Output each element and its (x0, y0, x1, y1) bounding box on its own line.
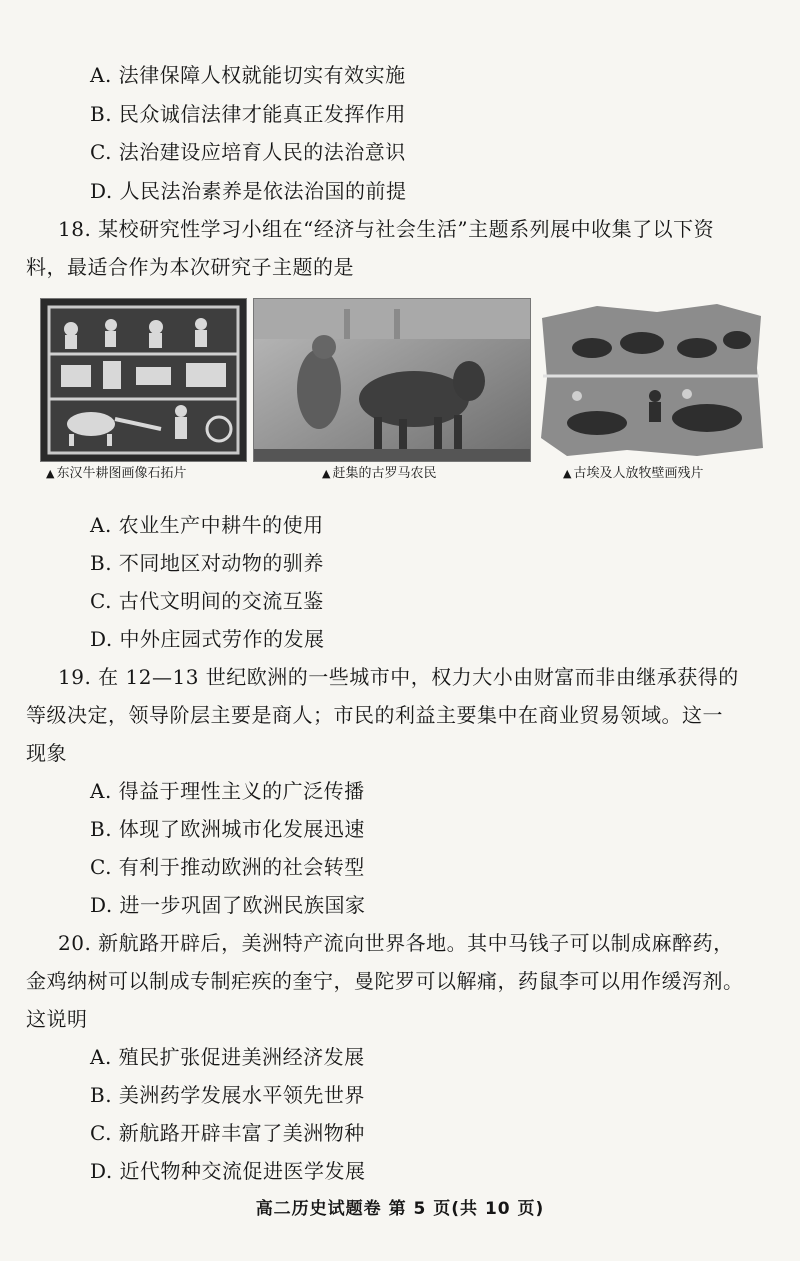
q17-option-d: D. 人民法治素养是依法治国的前提 (90, 179, 407, 203)
q18-option-d: D. 中外庄园式劳作的发展 (90, 627, 325, 651)
q19-option-c: C. 有利于推动欧洲的社会转型 (90, 855, 365, 879)
mural-image (537, 298, 765, 460)
q17-option-a: A. 法律保障人权就能切实有效实施 (90, 63, 406, 87)
caption-text: 东汉牛耕图画像石拓片 (56, 466, 187, 481)
q18-option-c: C. 古代文明间的交流互鉴 (90, 589, 324, 613)
q19-stem-line-1: 19. 在 12—13 世纪欧洲的一些城市中，权力大小由财富而非由继承获得的 (58, 665, 739, 689)
caption-marker-icon: ▲ (46, 467, 55, 480)
caption-marker-icon: ▲ (322, 467, 331, 480)
page-footer: 高二历史试题卷 第 5 页(共 10 页) (255, 1199, 545, 1219)
q19-stem-line-2: 等级决定，领导阶层主要是商人；市民的利益主要集中在商业贸易领域。这一 (26, 703, 723, 727)
q20-option-a: A. 殖民扩张促进美洲经济发展 (90, 1045, 365, 1069)
q18-stem-line-2: 料，最适合作为本次研究子主题的是 (26, 255, 354, 279)
relief-image (253, 298, 531, 462)
q20-stem-line-2: 金鸡纳树可以制成专制疟疾的奎宁，曼陀罗可以解痛，药鼠李可以用作缓泻剂。 (26, 969, 744, 993)
q20-stem-line-3: 这说明 (26, 1007, 88, 1031)
q18-stem-line-1: 18. 某校研究性学习小组在“经济与社会生活”主题系列展中收集了以下资 (58, 217, 715, 241)
caption-text: 赶集的古罗马农民 (332, 466, 437, 481)
q20-stem-line-1: 20. 新航路开辟后，美洲特产流向世界各地。其中马钱子可以制成麻醉药， (58, 931, 734, 955)
rubbing-image (40, 298, 247, 462)
q20-option-b: B. 美洲药学发展水平领先世界 (90, 1083, 365, 1107)
q20-option-c: C. 新航路开辟丰富了美洲物种 (90, 1121, 365, 1145)
q19-stem-line-3: 现象 (26, 741, 67, 765)
q20-option-d: D. 近代物种交流促进医学发展 (90, 1159, 366, 1183)
caption-text: 古埃及人放牧壁画残片 (573, 466, 704, 481)
q19-option-d: D. 进一步巩固了欧洲民族国家 (90, 893, 366, 917)
figure-caption-1 (46, 464, 186, 484)
q18-option-b: B. 不同地区对动物的驯养 (90, 551, 324, 575)
q18-option-a: A. 农业生产中耕牛的使用 (90, 513, 324, 537)
figure-caption-2 (322, 464, 436, 484)
figure-caption-3 (563, 464, 703, 484)
q17-option-c: C. 法治建设应培育人民的法治意识 (90, 140, 406, 164)
q17-option-b: B. 民众诚信法律才能真正发挥作用 (90, 102, 406, 126)
q19-option-a: A. 得益于理性主义的广泛传播 (90, 779, 365, 803)
caption-marker-icon: ▲ (563, 467, 572, 480)
q19-option-b: B. 体现了欧洲城市化发展迅速 (90, 817, 365, 841)
